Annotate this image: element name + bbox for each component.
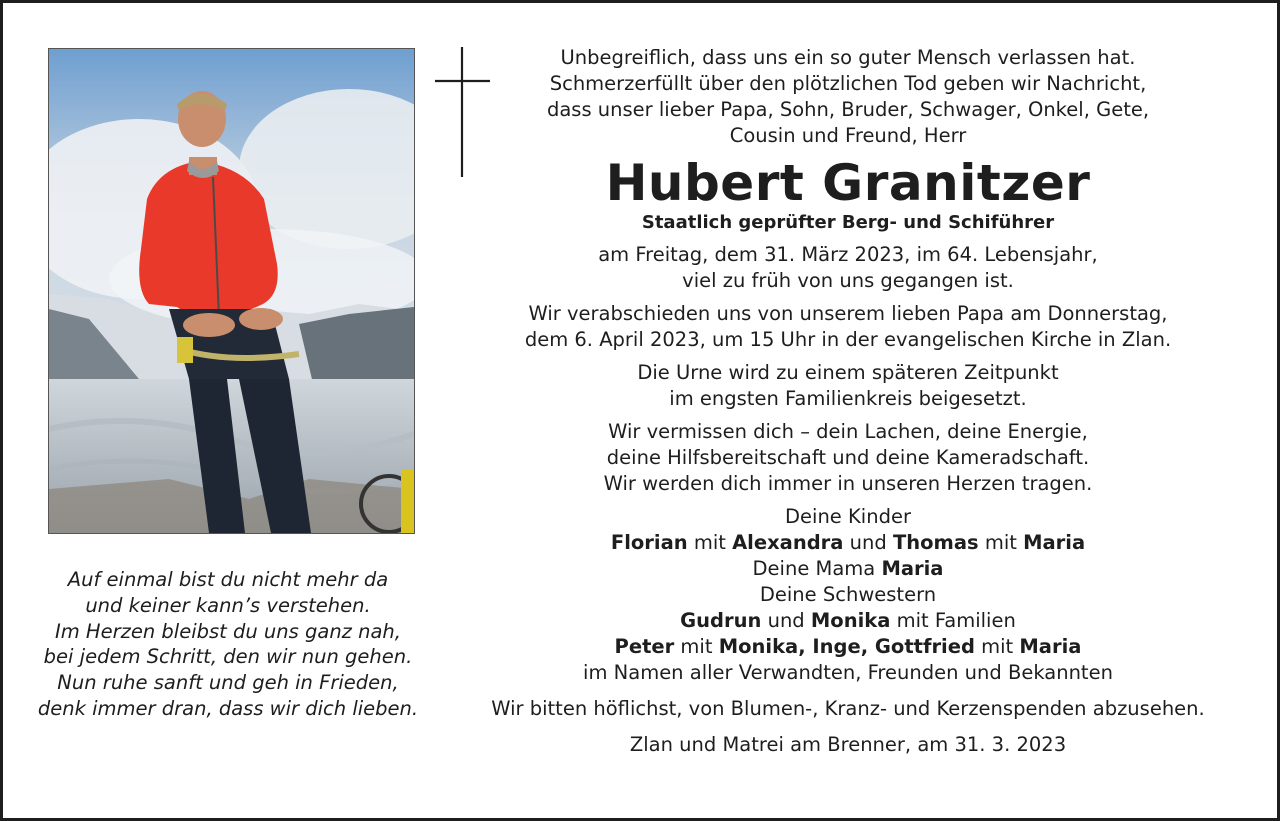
urn-line: im engsten Familienkreis beigesetzt. (669, 387, 1027, 410)
sisters-line (453, 608, 1243, 634)
connector: mit (978, 531, 1024, 554)
miss-line: deine Hilfsbereitschaft und deine Kameradschaft. (606, 446, 1090, 469)
relatives-line: im Namen aller Verwandten, Freunden und Bekannten (583, 661, 1113, 684)
miss-line: Wir werden dich immer in unseren Herzen tragen. (603, 472, 1093, 495)
family-name: Maria (881, 557, 944, 580)
deceased-title: Staatlich geprüfter Berg- und Schiführer (641, 212, 1055, 233)
sisters-label: Deine Schwestern (759, 583, 937, 606)
intro-line: Unbegreiflich, dass uns ein so guter Mensch verlassen hat. (560, 46, 1136, 69)
family-name: Peter (614, 635, 675, 658)
donation-request: Wir bitten höflichst, von Blumen-, Kranz- und Kerzenspenden abzusehen. (491, 697, 1205, 720)
children-line (453, 530, 1243, 556)
place-date: Zlan und Matrei am Brenner, am 31. 3. 2023 (629, 733, 1067, 756)
connector: mit Familien (890, 609, 1016, 632)
farewell-line: Wir verabschieden uns von unserem lieben Papa am Donnerstag, (528, 302, 1168, 325)
intro-line: Cousin und Freund, Herr (729, 124, 967, 147)
urn-text (453, 360, 1243, 412)
family-name: Maria (1023, 531, 1086, 554)
connector: mit (687, 531, 733, 554)
mama-label: Deine Mama (752, 557, 882, 580)
memorial-poem (23, 567, 433, 722)
miss-line: Wir vermissen dich – dein Lachen, deine Energie, (608, 420, 1088, 443)
poem-line: und keiner kann’s verstehen. (85, 593, 371, 617)
deceased-name: Hubert Granitzer (605, 154, 1091, 212)
mountain-guide-photo-icon (49, 49, 414, 533)
intro-text (453, 45, 1243, 149)
poem-line: Auf einmal bist du nicht mehr da (67, 568, 389, 591)
death-line: viel zu früh von uns gegangen ist. (682, 269, 1014, 292)
poem-line: bei jedem Schritt, den wir nun gehen. (43, 645, 413, 669)
family-signature (453, 504, 1243, 686)
family-name: Monika (810, 609, 891, 632)
family-name: Thomas (892, 531, 979, 554)
family-name: Alexandra (732, 531, 844, 554)
death-line: am Freitag, dem 31. März 2023, im 64. Lebensjahr, (598, 243, 1098, 266)
miss-text (453, 419, 1243, 497)
connector: mit (674, 635, 719, 658)
obituary-text (453, 43, 1243, 758)
farewell-text (453, 301, 1243, 353)
poem-line: Nun ruhe sanft und geh in Frieden, (57, 671, 399, 695)
intro-line: Schmerzerfüllt über den plötzlichen Tod geben wir Nachricht, (549, 72, 1147, 95)
family-name: Florian (610, 531, 688, 554)
poem-line: Im Herzen bleibst du uns ganz nah, (54, 619, 401, 643)
intro-line: dass unser lieber Papa, Sohn, Bruder, Schwager, Onkel, Gete, (546, 98, 1150, 121)
family-name: Monika, Inge, Gottfried (718, 635, 975, 658)
mama-line (453, 556, 1243, 582)
children-label: Deine Kinder (785, 505, 911, 528)
siblings-line (453, 634, 1243, 660)
farewell-line: dem 6. April 2023, um 15 Uhr in der evangelischen Kirche in Zlan. (524, 328, 1172, 351)
connector: mit (974, 635, 1020, 658)
connector: und (761, 609, 811, 632)
portrait-photo (48, 48, 415, 534)
urn-line: Die Urne wird zu einem späteren Zeitpunkt (637, 361, 1059, 384)
family-name: Maria (1019, 635, 1082, 658)
connector: und (843, 531, 893, 554)
death-date-text (453, 242, 1243, 294)
family-name: Gudrun (680, 609, 762, 632)
poem-line: denk immer dran, dass wir dich lieben. (37, 696, 419, 720)
